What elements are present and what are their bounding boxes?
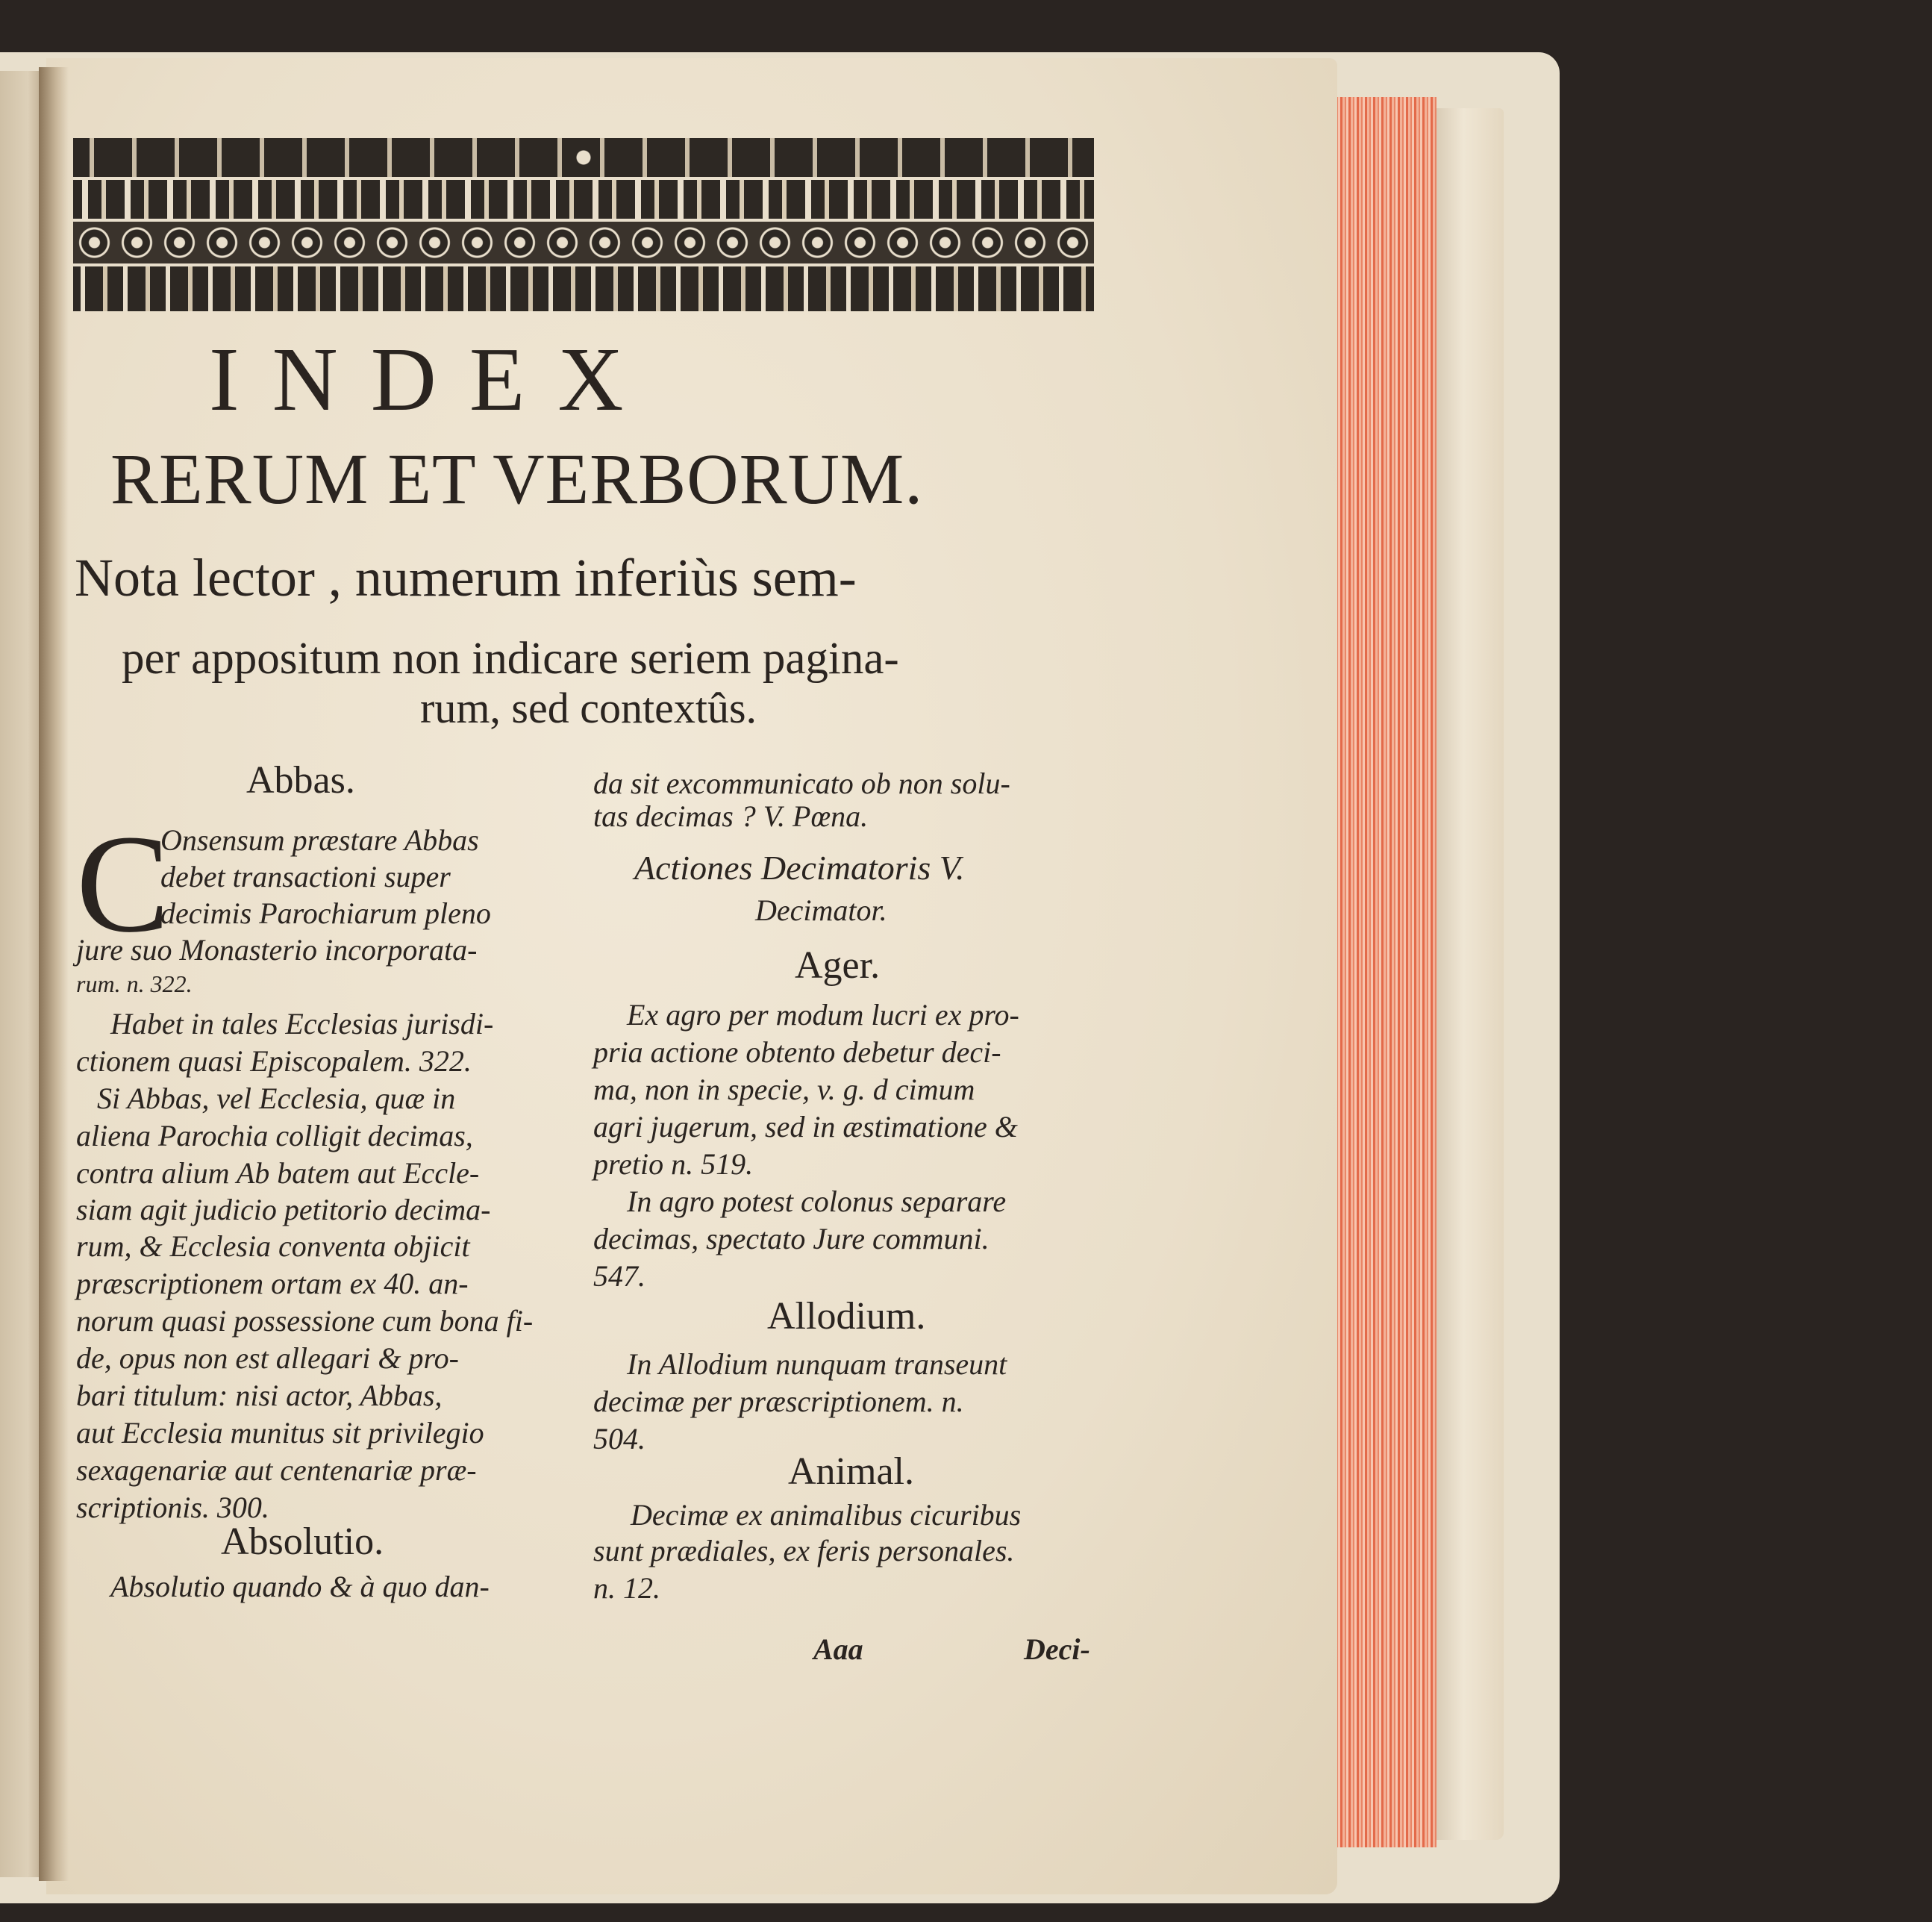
page-title: INDEX bbox=[209, 329, 657, 430]
entry-line: aliena Parochia colligit decimas, bbox=[76, 1119, 473, 1152]
entry-line: Onsensum præstare Abbas bbox=[160, 823, 479, 857]
catchword: Deci- bbox=[1024, 1632, 1090, 1666]
entry-line: tas decimas ? V. Pœna. bbox=[593, 799, 869, 833]
entry-line: pretio n. 519. bbox=[593, 1147, 754, 1181]
cross-reference-heading: Actiones Decimatoris V. bbox=[634, 849, 965, 887]
entry-line: scriptionis. 300. bbox=[76, 1491, 269, 1524]
cross-reference-line: Decimator. bbox=[755, 893, 887, 927]
note-line: rum, sed contextûs. bbox=[420, 684, 757, 732]
entry-line: da sit excommunicato ob non solu- bbox=[593, 767, 1010, 800]
entry-heading-abbas: Abbas. bbox=[246, 759, 355, 802]
entry-line: decimas, spectato Jure communi. bbox=[593, 1222, 990, 1255]
entry-line: siam agit judicio petitorio decima- bbox=[76, 1193, 491, 1226]
entry-line: de, opus non est allegari & pro- bbox=[76, 1341, 459, 1375]
entry-line: debet transactioni super bbox=[160, 860, 451, 893]
entry-line: 547. bbox=[593, 1259, 645, 1293]
entry-line: Habet in tales Ecclesias jurisdi- bbox=[110, 1007, 494, 1040]
entry-line: decimis Parochiarum pleno bbox=[160, 896, 491, 930]
entry-line: sexagenariæ aut centenariæ præ- bbox=[76, 1453, 477, 1487]
entry-line: Absolutio quando & à quo dan- bbox=[110, 1570, 490, 1603]
entry-line: In Allodium nunquam transeunt bbox=[627, 1347, 1007, 1381]
note-line: per appositum non indicare seriem pagina- bbox=[122, 634, 899, 684]
entry-heading-absolutio: Absolutio. bbox=[221, 1520, 384, 1563]
entry-line: Ex agro per modum lucri ex pro- bbox=[627, 998, 1019, 1032]
entry-line: agri jugerum, sed in æstimatione & bbox=[593, 1110, 1018, 1143]
entry-line: ma, non in specie, v. g. d cimum bbox=[593, 1073, 975, 1106]
entry-line: rum, & Ecclesia conventa objicit bbox=[76, 1229, 470, 1263]
entry-line: rum. n. 322. bbox=[76, 970, 193, 997]
ornament-rosette-band bbox=[73, 222, 1094, 263]
entry-line: pria actione obtento debetur deci- bbox=[593, 1035, 1001, 1069]
entry-heading-animal: Animal. bbox=[788, 1450, 914, 1493]
entry-line: contra alium Ab batem aut Eccle- bbox=[76, 1156, 480, 1190]
entry-line: 504. bbox=[593, 1422, 645, 1455]
ornamental-headpiece bbox=[73, 138, 1094, 311]
entry-line: aut Ecclesia munitus sit privilegio bbox=[76, 1416, 484, 1450]
entry-line: sunt prædiales, ex feris personales. bbox=[593, 1534, 1015, 1567]
cover-edge bbox=[1437, 108, 1504, 1840]
entry-line: Si Abbas, vel Ecclesia, quæ in bbox=[97, 1082, 456, 1115]
page-subtitle: RERUM ET VERBORUM. bbox=[110, 439, 924, 519]
entry-line: In agro potest colonus separare bbox=[627, 1185, 1007, 1218]
entry-heading-ager: Ager. bbox=[795, 944, 881, 987]
page-gutter bbox=[39, 67, 69, 1881]
entry-heading-allodium: Allodium. bbox=[767, 1295, 926, 1338]
entry-line: jure suo Monasterio incorporata- bbox=[76, 933, 478, 967]
signature-mark: Aaa bbox=[813, 1632, 863, 1666]
note-line: Nota lector , numerum inferiùs sem- bbox=[75, 548, 857, 608]
ornament-band bbox=[73, 266, 1094, 311]
entry-line: præscriptionem ortam ex 40. an- bbox=[76, 1267, 469, 1300]
ornament-band bbox=[73, 138, 1094, 177]
entry-line: norum quasi possessione cum bona fi- bbox=[76, 1304, 534, 1338]
drop-capital: C bbox=[76, 805, 170, 961]
entry-line: bari titulum: nisi actor, Abbas, bbox=[76, 1379, 443, 1412]
entry-line: n. 12. bbox=[593, 1571, 660, 1605]
entry-line: Decimæ ex animalibus cicuribus bbox=[631, 1498, 1022, 1532]
entry-line: decimæ per præscriptionem. n. bbox=[593, 1385, 964, 1418]
red-page-edges bbox=[1332, 97, 1437, 1847]
ornament-band bbox=[73, 180, 1094, 219]
entry-line: ctionem quasi Episcopalem. 322. bbox=[76, 1044, 472, 1078]
